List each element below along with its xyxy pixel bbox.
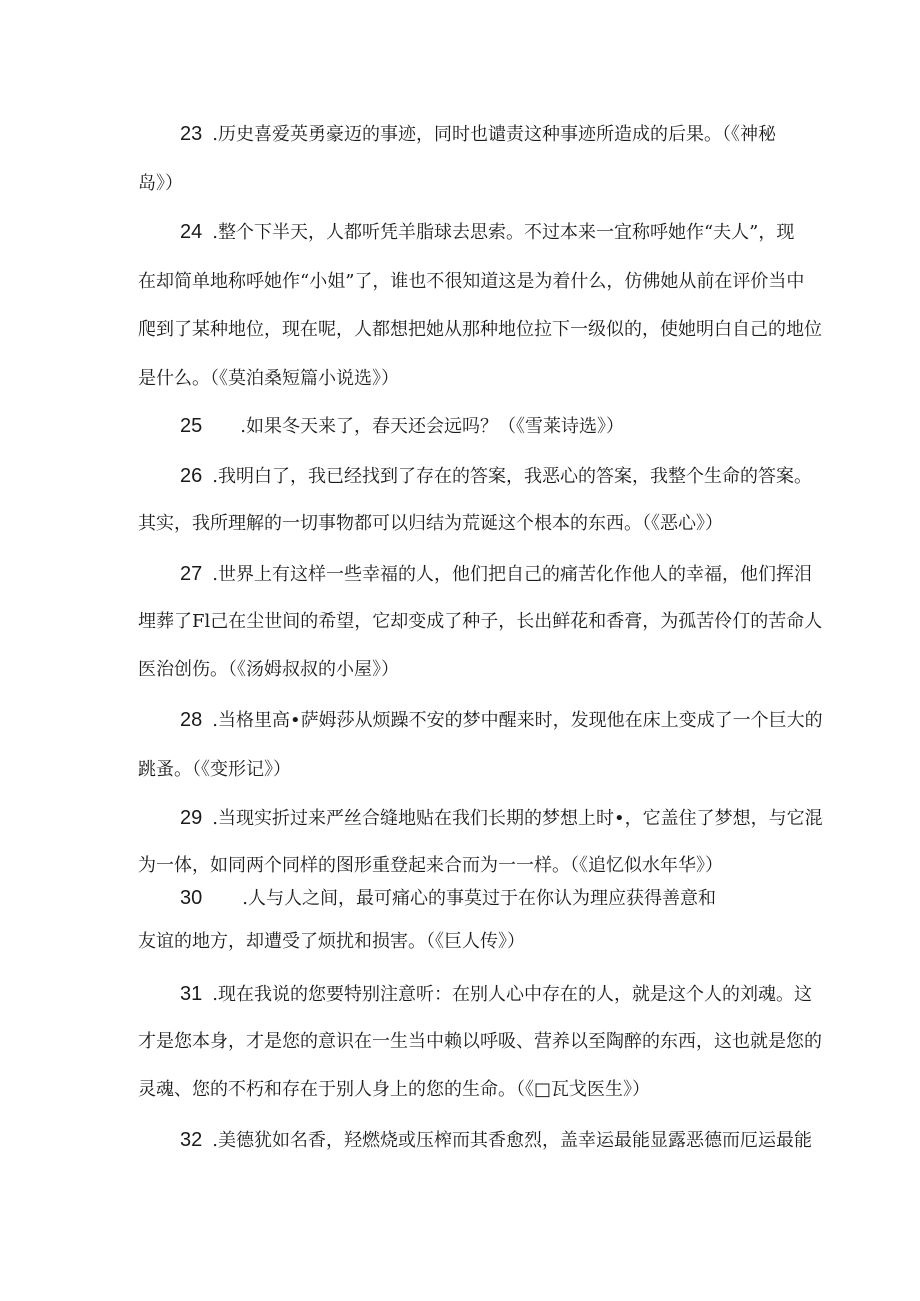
quote-number: 26 [180, 465, 203, 487]
quote-number: 27 [180, 563, 203, 585]
quote-number: 30 [180, 887, 203, 909]
quote-number: 24 [180, 221, 203, 243]
quote-number: 25 [180, 415, 203, 437]
quote-24-line-3: 爬到了某种地位，现在呢，人都想把她从那种地位拉下一级似的，使她明白自己的地位 [138, 319, 822, 340]
quote-number: 29 [180, 807, 203, 829]
quote-32-line-1: 32 .美德犹如名香，羟燃烧或压榨而其香愈烈，盖幸运最能显露恶德而厄运最能 [180, 1129, 812, 1151]
quote-number: 28 [180, 709, 203, 731]
quote-31-line-3: 灵魂、您的不朽和存在于别人身上的您的生命。（《□瓦戈医生》） [138, 1079, 651, 1100]
quote-28-line-1: 28 .当格里高•萨姆莎从烦躁不安的梦中醒来时，发现他在床上变成了一个巨大的 [180, 709, 823, 731]
quote-24-line-4: 是什么。（《莫泊桑短篇小说选》） [138, 368, 399, 389]
quote-number: 32 [180, 1129, 203, 1151]
quote-23-line-1: 23 .历史喜爱英勇豪迈的事迹，同时也谴责这种事迹所造成的后果。（《神秘 [180, 123, 776, 145]
quote-25-line-1: 25 .如果冬天来了，春天还会远吗？（《雪莱诗选》） [180, 415, 624, 437]
quote-26-line-1: 26 .我明白了，我已经找到了存在的答案，我恶心的答案，我整个生命的答案。 [180, 465, 812, 487]
quote-24-line-1: 24 .整个下半天，人都听凭羊脂球去思索。不过本来一宜称呼她作“夫人”，现 [180, 221, 795, 243]
quote-23-line-2: 岛》） [138, 173, 183, 194]
quote-24-line-2: 在却简单地称呼她作“小姐”了，谁也不很知道这是为着什么，仿佛她从前在评价当中 [138, 271, 805, 292]
quote-28-line-2: 跳蚤。（《变形记》） [138, 759, 291, 780]
quote-27-line-1: 27 .世界上有这样一些幸福的人，他们把自己的痛苦化作他人的幸福，他们挥泪 [180, 563, 812, 585]
quote-26-line-2: 其实，我所理解的一切事物都可以归结为荒诞这个根本的东西。（《恶心》） [138, 513, 723, 534]
quote-30-line-2: 友谊的地方，却遭受了烦扰和损害。（《巨人传》） [138, 931, 525, 952]
quote-29-line-1: 29 .当现实折过来严丝合缝地贴在我们长期的梦想上时•，它盖住了梦想，与它混 [180, 807, 823, 829]
quote-27-line-3: 医治创伤。（《汤姆叔叔的小屋》） [138, 659, 399, 680]
quote-30-line-1: 30 .人与人之间，最可痛心的事莫过于在你认为理应获得善意和 [180, 887, 716, 909]
quote-29-line-2: 为一体，如同两个同样的图形重登起来合而为一一样。（《追忆似水年华》） [138, 855, 723, 876]
quote-number: 31 [180, 983, 203, 1005]
quote-31-line-1: 31 .现在我说的您要特别注意听：在别人心中存在的人，就是这个人的刘魂。这 [180, 983, 812, 1005]
quote-31-line-2: 才是您本身，才是您的意识在一生当中赖以呼吸、营养以至陶醉的东西，这也就是您的 [138, 1031, 822, 1052]
quote-27-line-2: 埋葬了Fl己在尘世间的希望，它却变成了种子，长出鲜花和香膏，为孤苦伶仃的苦命人 [138, 611, 823, 632]
quote-number: 23 [180, 123, 203, 145]
